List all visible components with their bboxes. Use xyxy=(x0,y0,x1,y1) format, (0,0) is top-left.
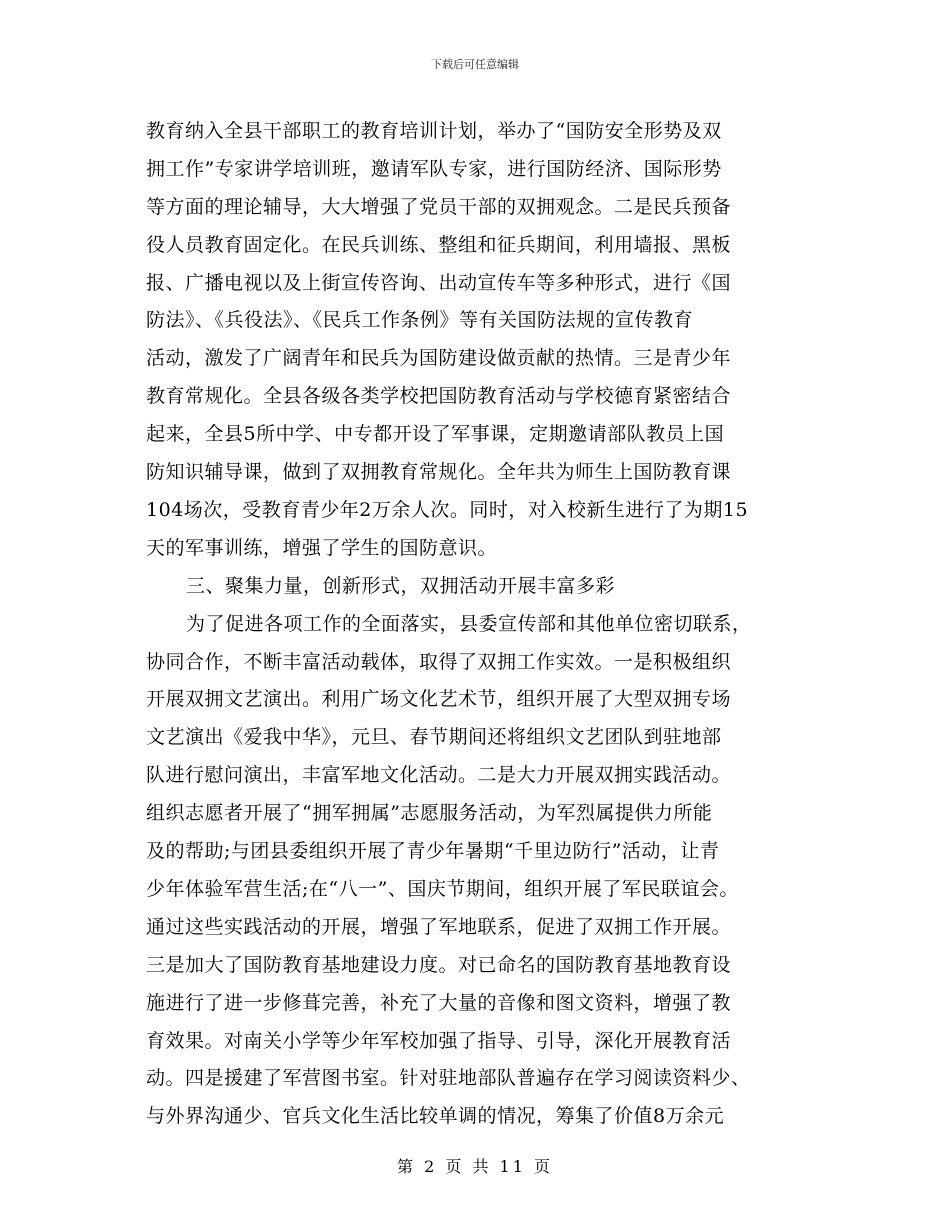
text-line: 防知识辅导课，做到了双拥教育常规化。全年共为师生上国防教育课 xyxy=(146,461,732,483)
text-line: 育效果。对南关小学等少年军校加强了指导、引导，深化开展教育活 xyxy=(146,1030,732,1052)
text-line: 拥工作”专家讲学培训班，邀请军队专家，进行国防经济、国际形势 xyxy=(146,158,722,180)
text-line: 等方面的理论辅导，大大增强了党员干部的双拥观念。二是民兵预备 xyxy=(146,196,732,218)
text-line: 104场次，受教育青少年2万余人次。同时，对入校新生进行了为期15 xyxy=(146,499,749,521)
text-line: 起来，全县5所中学、中专都开设了军事课，定期邀请部队教员上国 xyxy=(146,423,725,445)
text-line: 通过这些实践活动的开展，增强了军地联系，促进了双拥工作开展。 xyxy=(146,916,732,938)
text-line: 组织志愿者开展了“拥军拥属”志愿服务活动，为军烈属提供力所能 xyxy=(146,802,713,824)
text-line: 活动，激发了广阔青年和民兵为国防建设做贡献的热情。三是青少年 xyxy=(146,347,732,369)
text-line: 动。四是援建了军营图书室。针对驻地部队普遍存在学习阅读资料少、 xyxy=(146,1067,751,1089)
text-line: 天的军事训练，增强了学生的国防意识。 xyxy=(146,537,498,559)
text-line: 役人员教育固定化。在民兵训练、整组和征兵期间，利用墙报、黑板 xyxy=(146,234,732,256)
text-line: 施进行了进一步修葺完善，补充了大量的音像和图文资料，增强了教 xyxy=(146,992,732,1014)
text-line: 三是加大了国防教育基地建设力度。对已命名的国防教育基地教育设 xyxy=(146,954,732,976)
text-line: 少年体验军营生活;在“八一”、国庆节期间，组织开展了军民联谊会。 xyxy=(146,878,739,900)
text-line: 为了促进各项工作的全面落实，县委宣传部和其他单位密切联系， xyxy=(186,613,752,635)
text-line: 开展双拥文艺演出。利用广场文化艺术节，组织开展了大型双拥专场 xyxy=(146,688,732,710)
text-line: 队进行慰问演出，丰富军地文化活动。二是大力开展双拥实践活动。 xyxy=(146,764,732,786)
text-line: 防法》、《兵役法》、《民兵工作条例》等有关国防法规的宣传教育 xyxy=(146,309,694,331)
section-heading: 三、聚集力量，创新形式，双拥活动开展丰富多彩 xyxy=(186,575,616,597)
text-line: 文艺演出《爱我中华》，元旦、春节期间还将组织文艺团队到驻地部 xyxy=(146,726,722,748)
text-line: 教育常规化。全县各级各类学校把国防教育活动与学校德育紧密结合 xyxy=(146,385,732,407)
page-header: 下载后可任意编辑 xyxy=(431,58,519,71)
text-line: 与外界沟通少、官兵文化生活比较单调的情况，筹集了价值8万余元 xyxy=(146,1105,725,1127)
text-line: 报、广播电视以及上街宣传咨询、出动宣传车等多种形式，进行《国 xyxy=(146,272,732,294)
text-line: 教育纳入全县干部职工的教育培训计划，举办了“国防安全形势及双 xyxy=(146,120,722,142)
page-footer: 第 2 页 共 11 页 xyxy=(397,1157,553,1176)
text-line: 协同合作，不断丰富活动载体，取得了双拥工作实效。一是积极组织 xyxy=(146,651,732,673)
text-line: 及的帮助;与团县委组织开展了青少年暑期“千里边防行”活动，让青 xyxy=(146,840,720,862)
